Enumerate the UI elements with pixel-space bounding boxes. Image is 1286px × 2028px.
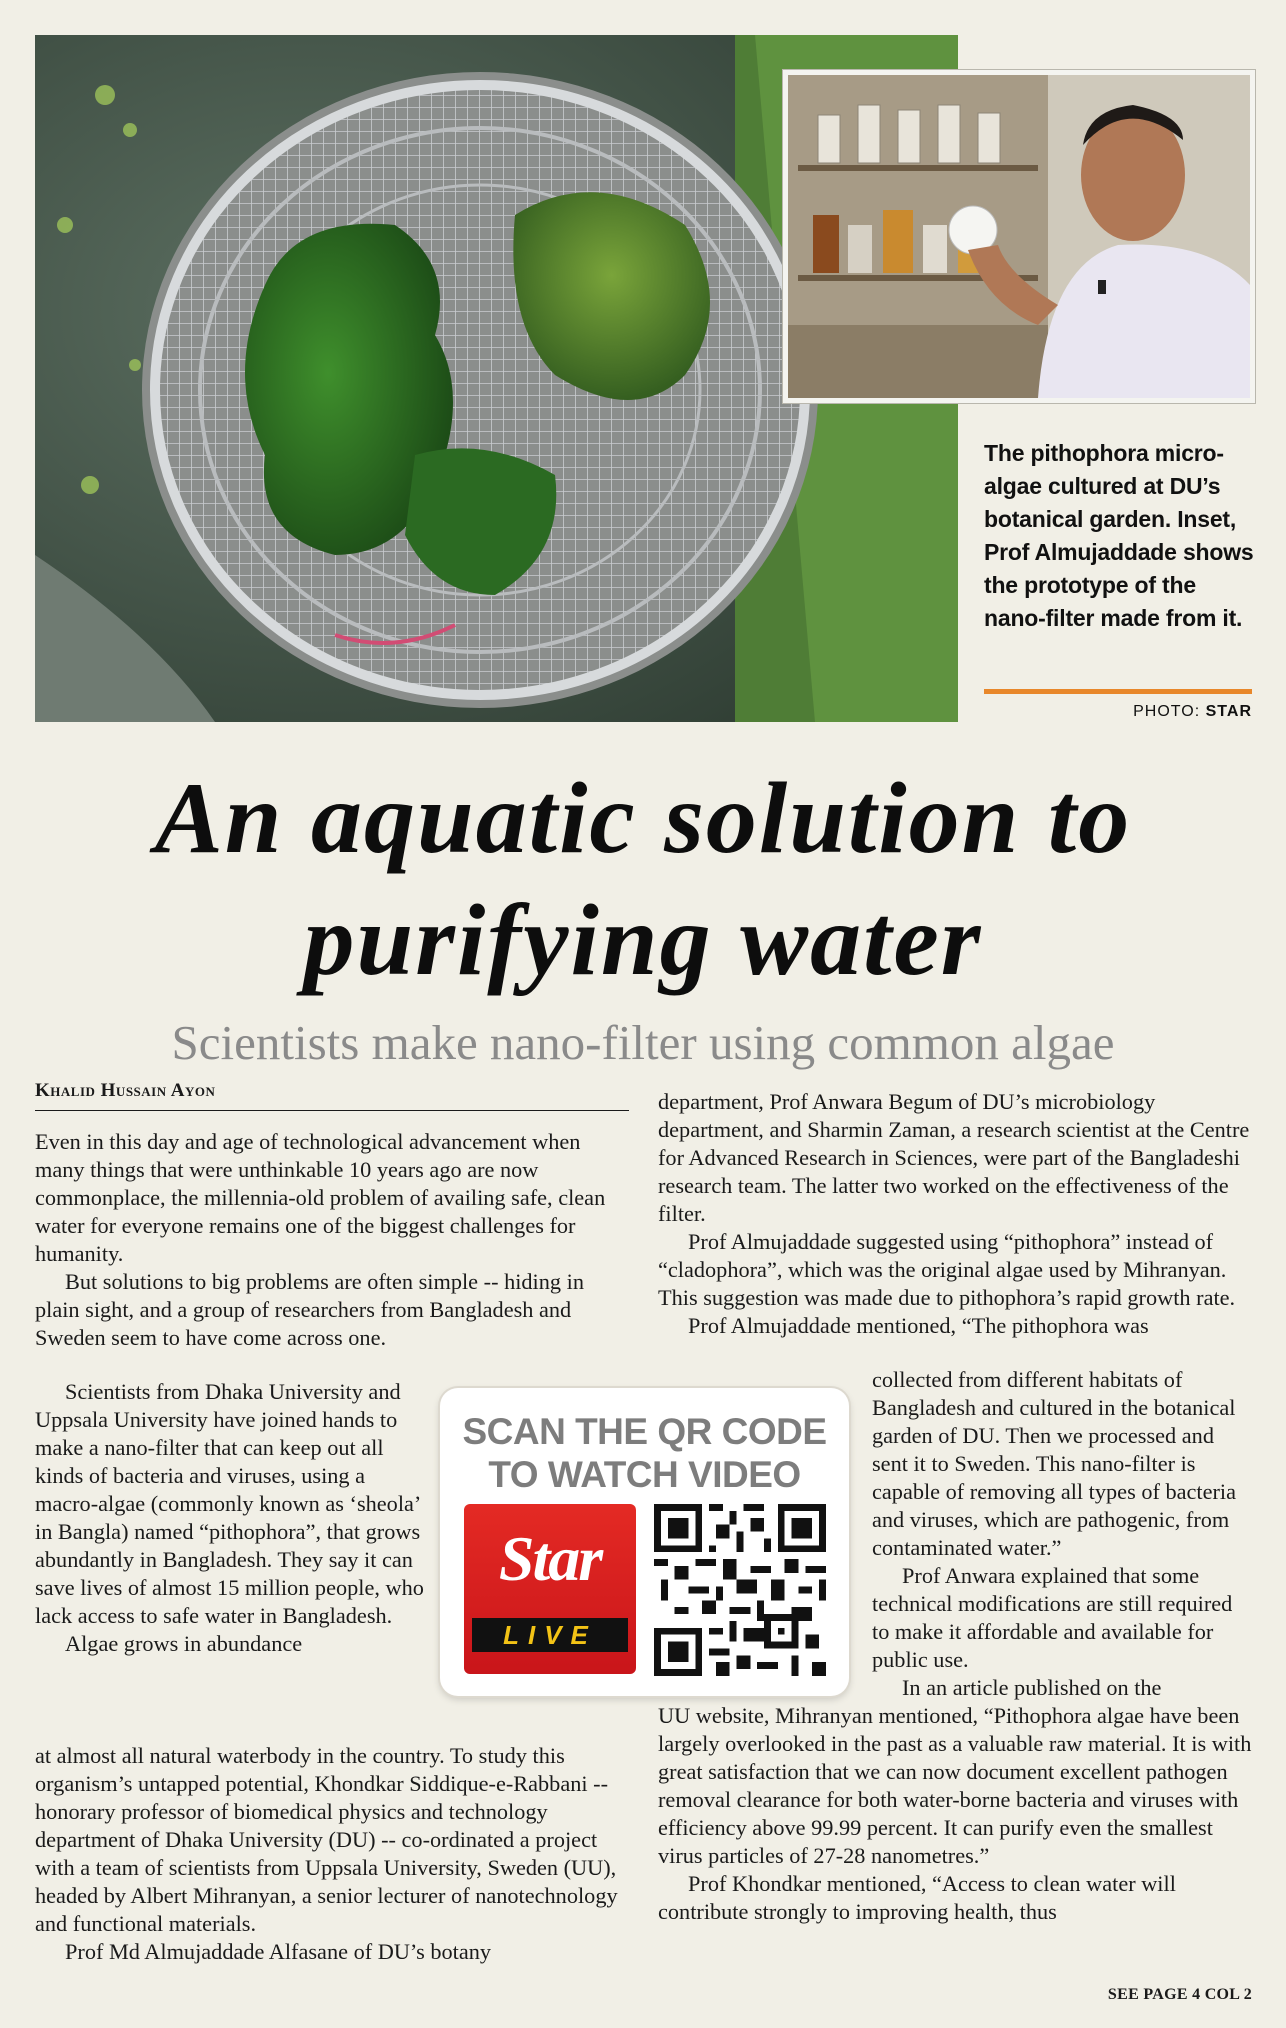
paragraph: Scientists from Dhaka University and Uppsala University have joined hands to make a nano-filter that can keep out all kinds of bacteria and viruses, using a macro-algae (commonly known as ‘sheola’ in Bangla) named “pithophora”, that grows abundantly in Bangladesh. They say it can save lives of almost 15 million people, who lack access to safe water in Bangladesh.: [35, 1379, 424, 1628]
paragraph: Prof Almujaddade mentioned, “The pithophora was: [688, 1313, 1149, 1338]
star-logo-word: Star: [498, 1523, 602, 1594]
article-column-a-narrow: [35, 1378, 427, 1658]
star-live-logo[interactable]: [464, 1504, 636, 1674]
continuation-note: SEE PAGE 4 COL 2: [1107, 1986, 1252, 2003]
paragraph: department, Prof Anwara Begum of DU’s microbiology department, and Sharmin Zaman, a research scientist at the Centre for Advanced Research in Sciences, were part of the Bangladeshi research team. The latter two worked on the effectiveness of the filter.: [658, 1089, 1250, 1226]
subheadline: Scientists make nano-filter using common algae: [171, 1015, 1115, 1070]
photo-credit-label: PHOTO:: [1133, 703, 1206, 720]
paragraph: Prof Anwara explained that some technical modifications are still required to make it affordable and available for public use.: [872, 1563, 1233, 1672]
byline: Khalid Hussain Ayon: [35, 1080, 629, 1111]
qr-promo-title: [440, 1410, 849, 1496]
professor-lab-image: [788, 75, 1250, 398]
qr-code-icon[interactable]: [654, 1504, 826, 1676]
headline-line-2: purifying water: [303, 884, 983, 997]
qr-title-line-1: SCAN THE QR CODE: [462, 1411, 827, 1452]
inset-photo: [783, 70, 1255, 403]
article-column-a-bottom: [35, 1742, 629, 1966]
qr-code-graphic: [654, 1504, 826, 1676]
paragraph: Algae grows in abundance: [65, 1631, 303, 1656]
headline-line-1: An aquatic solution to: [154, 762, 1132, 875]
article-column-a-top: [35, 1128, 629, 1352]
photo-caption: The pithophora micro-algae cultured at DU’s botanical garden. Inset, Prof Almujaddade shows the prototype of the nano-filter made from it.: [984, 440, 1254, 631]
article-column-b-top: [658, 1088, 1252, 1340]
photo-credit-source: STAR: [1205, 703, 1252, 720]
paragraph: UU website, Mihranyan mentioned, “Pithophora algae have been largely overlooked in the past as a valuable raw material. It is with great satisfaction that we can now document excellent pathogen removal clearance for both water-borne bacteria and viruses with efficiency above 99.99 percent. It can purify even the smallest virus particles of 27-28 nanometres.”: [658, 1703, 1252, 1868]
qr-title-line-2: TO WATCH VIDEO: [488, 1454, 801, 1495]
qr-promo-box[interactable]: [440, 1388, 849, 1696]
paragraph: Prof Almujaddade suggested using “pithophora” instead of “cladophora”, which was the original algae used by Mihranyan. This suggestion was made due to pithophora’s rapid growth rate.: [658, 1229, 1236, 1310]
paragraph: at almost all natural waterbody in the country. To study this organism’s untapped potential, Khondkar Siddique-e-Rabbani -- honorary professor of biomedical physics and technology department of Dhaka University (DU) -- co-ordinated a project with a team of scientists from Uppsala University, Sweden (UU), headed by Albert Mihranyan, a senior lecturer of nanotechnology and functional materials.: [35, 1743, 618, 1936]
live-label: LIVE: [472, 1618, 628, 1652]
paragraph: Prof Md Almujaddade Alfasane of DU’s botany: [65, 1939, 492, 1964]
paragraph: But solutions to big problems are often simple -- hiding in plain sight, and a group of researchers from Bangladesh and Sweden seem to have come across one.: [35, 1269, 584, 1350]
article-column-b-bottom: [658, 1702, 1252, 1926]
article-column-b-narrow: [872, 1366, 1252, 1702]
paragraph: collected from different habitats of Bangladesh and cultured in the botanical garden of DU. Then we processed and sent it to Sweden. This nano-filter is capable of removing all types of bacteria and viruses, which are pathogenic, from contaminated water.”: [872, 1367, 1237, 1560]
caption-rule: [984, 689, 1252, 694]
photo-credit: [1133, 703, 1252, 721]
paragraph: Prof Khondkar mentioned, “Access to clean water will contribute strongly to improving health, thus: [658, 1871, 1176, 1924]
paragraph: In an article published on the: [902, 1675, 1162, 1700]
headline: [40, 758, 1246, 1002]
paragraph: Even in this day and age of technological advancement when many things that were unthinkable 10 years ago are now commonplace, the millennia-old problem of availing safe, clean water for everyone remains one of the biggest challenges for humanity.: [35, 1129, 606, 1266]
